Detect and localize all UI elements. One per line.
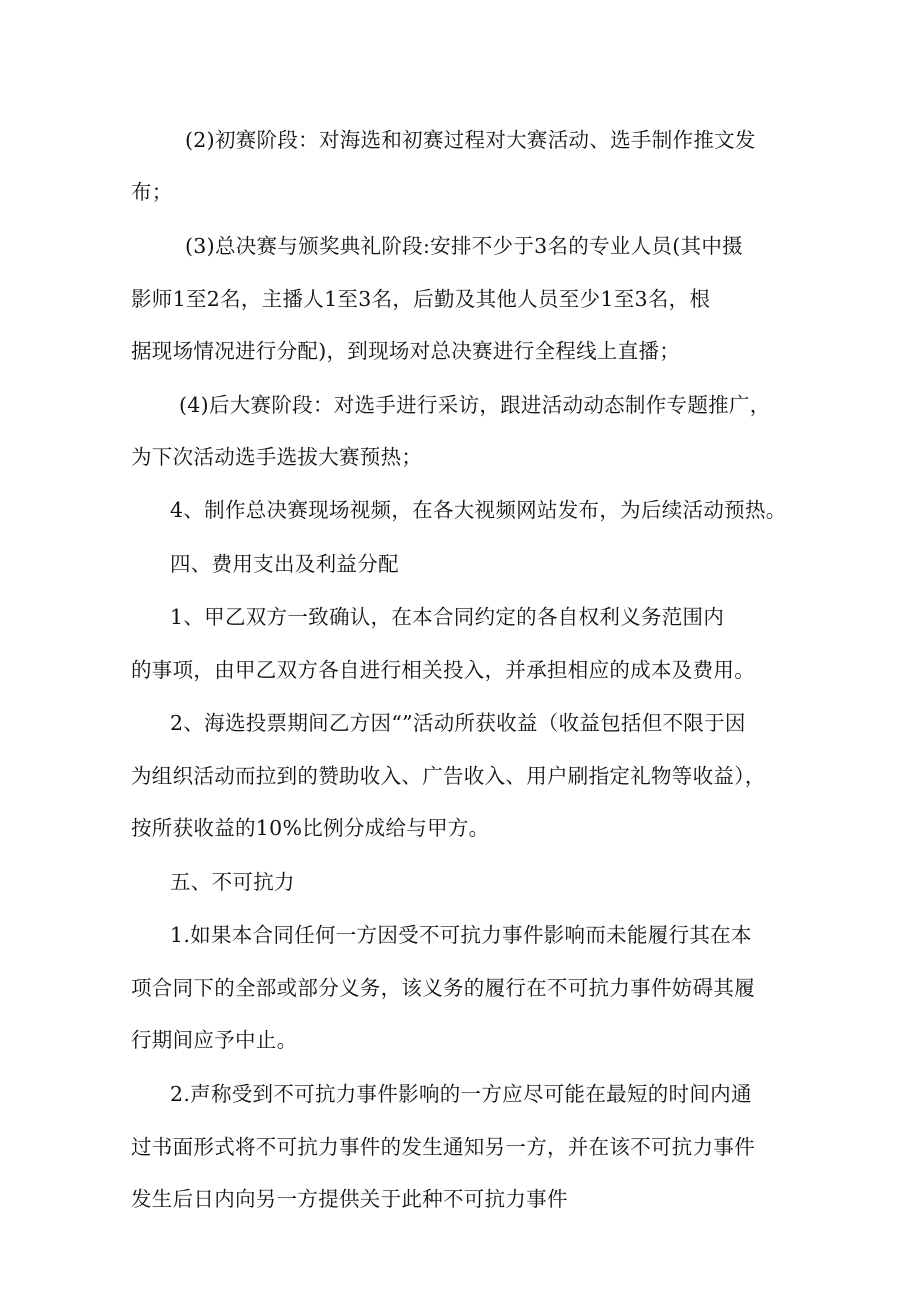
text-line: 布； [131, 180, 173, 204]
section-heading: 五、不可抗力 [170, 870, 295, 894]
text-line: (2)初赛阶段：对海选和初赛过程对大赛活动、选手制作推文发 [185, 128, 756, 152]
text-line: 行期间应予中止。 [131, 1028, 298, 1052]
text-line: 的事项，由甲乙双方各自进行相关投入，并承担相应的成本及费用。 [131, 658, 755, 682]
text-line: 1.如果本合同任何一方因受不可抗力事件影响而未能履行其在本 [170, 923, 752, 947]
text-line: (3)总决赛与颁奖典礼阶段:安排不少于3名的专业人员(其中摄 [185, 234, 743, 258]
section-heading: 四、费用支出及利益分配 [170, 552, 399, 576]
text-line: 为下次活动选手选拔大赛预热； [131, 445, 423, 469]
text-line: 2.声称受到不可抗力事件影响的一方应尽可能在最短的时间内通 [170, 1082, 752, 1106]
text-line: 4、制作总决赛现场视频，在各大视频网站发布，为后续活动预热。 [170, 498, 787, 522]
text-line: 为组织活动而拉到的赞助收入、广告收入、用户刷指定礼物等收益）， [131, 764, 766, 788]
text-line: 按所获收益的10%比例分成给与甲方。 [131, 816, 490, 840]
text-line: 影师1至2名，主播人1至3名，后勤及其他人员至少1至3名，根 [131, 287, 711, 311]
text-line: 据现场情况进行分配)，到现场对总决赛进行全程线上直播； [131, 339, 681, 363]
text-line: 过书面形式将不可抗力事件的发生通知另一方，并在该不可抗力事件 [131, 1135, 755, 1159]
text-line: 1、甲乙双方一致确认，在本合同约定的各自权利义务范围内 [170, 605, 725, 629]
text-line: (4)后大赛阶段：对选手进行采访，跟进活动动态制作专题推广， [179, 393, 771, 417]
text-line: 2、海选投票期间乙方因“”活动所获收益（收益包括但不限于因 [170, 711, 746, 735]
text-line: 项合同下的全部或部分义务，该义务的履行在不可抗力事件妨碍其履 [131, 976, 755, 1000]
text-line: 发生后日内向另一方提供关于此种不可抗力事件 [131, 1187, 568, 1211]
